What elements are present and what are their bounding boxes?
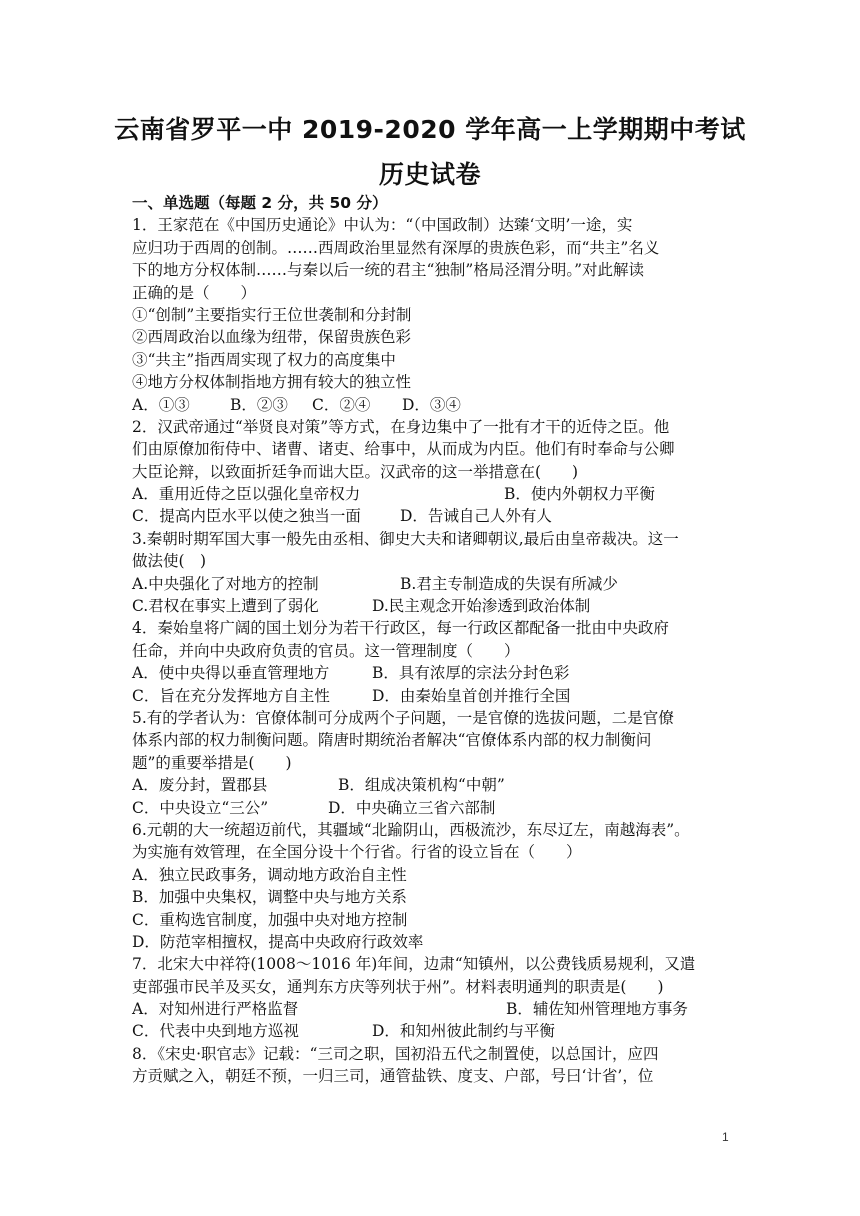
- option-c: C．重构选官制度，加强中央对地方控制: [132, 910, 408, 929]
- option-c: C．中央设立“三公”: [132, 798, 269, 817]
- exam-subtitle: 历史试卷: [378, 160, 481, 189]
- question-stem-line: 为实施有效管理，在全国分设十个行省。行省的设立旨在（ ）: [132, 843, 582, 862]
- option-d: D．和知州彼此制约与平衡: [372, 1022, 555, 1041]
- option-b: B．②③: [230, 395, 288, 414]
- answer-options: [132, 483, 732, 505]
- question-stem-line: 做法使( ): [132, 552, 207, 571]
- question-stem-line: 应归功于西周的创制。……西周政治里显然有深厚的贵族色彩，而“共主”名义: [132, 238, 660, 257]
- question-stem-line: 1．王家范在《中国历史通论》中认为：“（中国政制）达臻‘文明’一途，实: [132, 216, 633, 235]
- question-stem-line: 7．北宋大中祥符(1008～1016 年)年间，边肃“知镇州，以公费钱质易规利，又遣: [132, 955, 696, 974]
- option-a: A．重用近侍之臣以强化皇帝权力: [132, 485, 361, 504]
- answer-options: [132, 505, 732, 527]
- option-a: A．独立民政事务，调动地方政治自主性: [132, 865, 407, 884]
- answer-options: [132, 662, 732, 684]
- question-stem-line: 4．秦始皇将广阔的国土划分为若干行政区，每一行政区都配备一批由中央政府: [132, 619, 669, 638]
- question-stem-line: 方贡赋之入，朝廷不预，一归三司，通管盐铁、度支、户部，号曰‘计省’，位: [132, 1067, 654, 1086]
- option-c: C．提高内臣水平以使之独当一面: [132, 507, 361, 526]
- option-a: A．①③: [132, 395, 190, 414]
- statement-line: ④地方分权体制指地方拥有较大的独立性: [132, 373, 412, 392]
- exam-title: 云南省罗平一中 2019-2020 学年高一上学期期中考试: [114, 115, 746, 144]
- answer-options: [132, 998, 732, 1020]
- statement-line: ①“创制”主要指实行王位世袭制和分封制: [132, 305, 412, 324]
- option-a: A．废分封，置郡县: [132, 776, 268, 795]
- statement-line: ③“共主”指西周实现了权力的高度集中: [132, 350, 396, 369]
- option-b: B．组成决策机构“中朝”: [338, 776, 505, 795]
- option-c: C.君权在事实上遭到了弱化: [132, 597, 319, 616]
- exam-content: [132, 192, 732, 1088]
- question-4: [132, 617, 732, 707]
- option-c: C．②④: [312, 395, 371, 414]
- question-stem-line: 3.秦朝时期军国大事一般先由丞相、御史大夫和诸卿朝议,最后由皇帝裁决。这一: [132, 529, 679, 548]
- option-a: A.中央强化了对地方的控制: [132, 574, 319, 593]
- option-d: D．防范宰相擅权，提高中央政府行政效率: [132, 932, 424, 951]
- question-stem-line: 任命，并向中央政府负责的官员。这一管理制度（ ）: [132, 641, 520, 660]
- question-stem-line: 大臣论辩，以致面折廷争而诎大臣。汉武帝的这一举措意在( ): [132, 462, 579, 481]
- answer-options: [132, 797, 732, 819]
- option-b: B.君主专制造成的失误有所减少: [400, 574, 618, 593]
- question-8: [132, 1043, 732, 1088]
- question-6: [132, 819, 732, 953]
- option-b: B．使内外朝权力平衡: [504, 485, 655, 504]
- page-number: 1: [722, 1130, 729, 1144]
- question-stem-line: 6.元朝的大一统超迈前代，其疆域“北踰阴山，西极流沙，东尽辽左，南越海表”。: [132, 820, 690, 839]
- question-5: [132, 707, 732, 819]
- option-b: B．加强中央集权，调整中央与地方关系: [132, 888, 407, 907]
- question-1: [132, 214, 732, 416]
- answer-options: [132, 595, 732, 617]
- question-stem-line: 体系内部的权力制衡问题。隋唐时期统治者解决“官僚体系内部的权力制衡问: [132, 731, 652, 750]
- option-d: D.民主观念开始渗透到政治体制: [372, 597, 591, 616]
- option-d: D．③④: [402, 395, 461, 414]
- question-stem-line: 2．汉武帝通过“举贤良对策”等方式，在身边集中了一批有才干的近侍之臣。他: [132, 417, 670, 436]
- question-stem-line: 题”的重要举措是( ): [132, 753, 292, 772]
- question-stem-line: 5.有的学者认为：官僚体制可分成两个子问题，一是官僚的选拔问题，二是官僚: [132, 708, 674, 727]
- answer-options: [132, 573, 732, 595]
- statement-line: ②西周政治以血缘为纽带，保留贵族色彩: [132, 328, 412, 347]
- option-d: D．告诫自己人外有人: [400, 507, 552, 526]
- question-stem-line: 8．《宋史·职官志》记载：“三司之职，国初沿五代之制置使，以总国计，应四: [132, 1044, 659, 1063]
- answer-options: [132, 774, 732, 796]
- question-3: [132, 528, 732, 618]
- question-stem-line: 下的地方分权体制……与秦以后一统的君主“独制”格局泾渭分明。”对此解读: [132, 261, 645, 280]
- answer-options: [132, 394, 732, 416]
- question-2: [132, 416, 732, 528]
- question-stem-line: 正确的是（ ）: [132, 283, 257, 302]
- option-b: B．具有浓厚的宗法分封色彩: [372, 664, 570, 683]
- question-7: [132, 953, 732, 1043]
- section-heading: 一、单选题（每题 2 分，共 50 分）: [132, 194, 388, 212]
- option-d: D．中央确立三省六部制: [328, 798, 496, 817]
- option-a: A．使中央得以垂直管理地方: [132, 664, 330, 683]
- option-c: C．代表中央到地方巡视: [132, 1022, 299, 1041]
- question-stem-line: 吏部强市民羊及买女，通判东方庆等列状于州”。材料表明通判的职责是( ): [132, 977, 664, 996]
- answer-options: [132, 685, 732, 707]
- option-a: A．对知州进行严格监督: [132, 1000, 299, 1019]
- answer-options: [132, 1020, 732, 1042]
- question-stem-line: 们由原僚加衔侍中、诸曹、诸吏、给事中，从而成为内臣。他们有时奉命与公卿: [132, 440, 675, 459]
- option-d: D．由秦始皇首创并推行全国: [372, 686, 571, 705]
- option-c: C．旨在充分发挥地方自主性: [132, 686, 330, 705]
- option-b: B．辅佐知州管理地方事务: [506, 1000, 688, 1019]
